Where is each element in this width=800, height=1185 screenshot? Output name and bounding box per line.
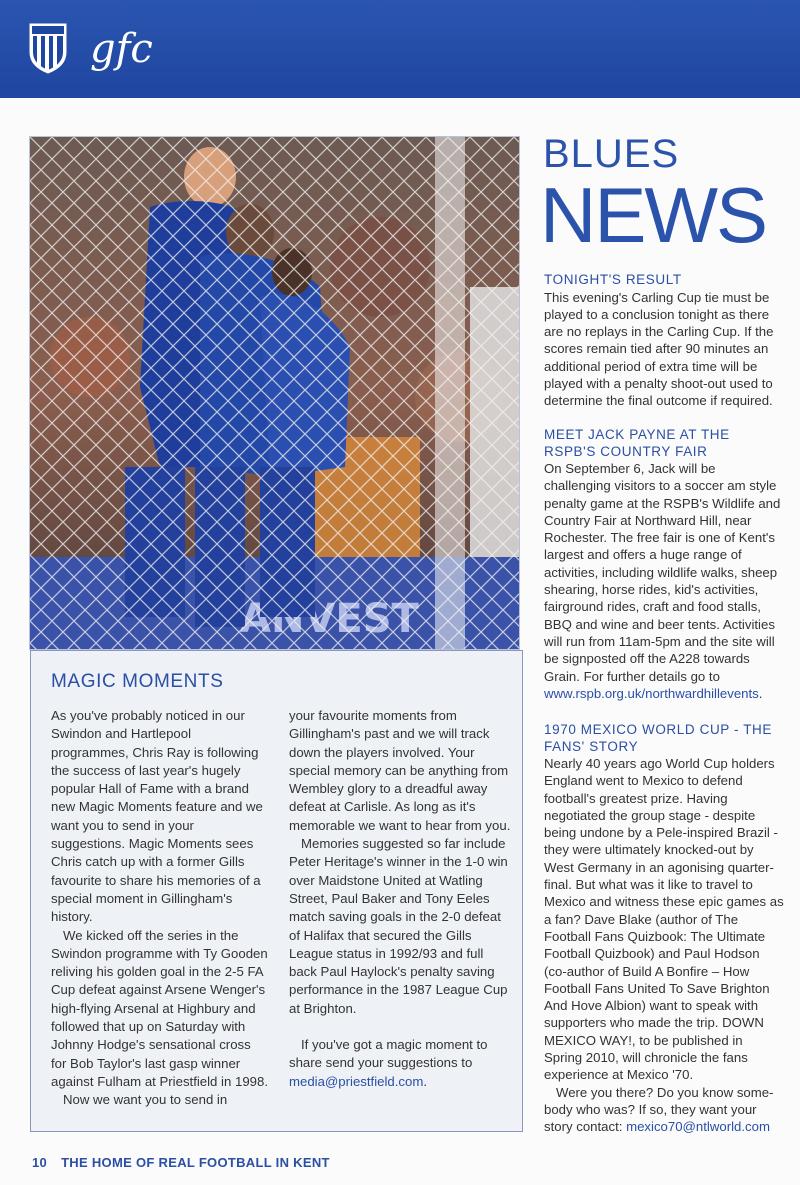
- punctuation: .: [423, 1073, 427, 1089]
- news-item-body: Nearly 40 years ago World Cup holders England went to Mexico to defend football's greatest prize. Having negotiated the group stage - despite being undone by a Pele-inspired Brazil - they were ultimately knocked-out by West Germany in an agonising quarter-final. But what was it like to travel to Mexico and witness these epic games as a fan? Dave Blake (author of The Football Fans Quizbook: The Ultimate Football Quizbook) and Paul Hodson (co-author of Build A Bonfire – How Football Fans United To Save Brighton And Hove Albion) want to speak with supporters who made the trip. DOWN MEXICO WAY!, to be published in Spring 2010, will chronicle the fans experience at Mexico '70.: [544, 756, 784, 1083]
- news-item-heading: MEET JACK PAYNE AT THE RSPB'S COUNTRY FAIR: [544, 427, 730, 459]
- news-item: [544, 272, 784, 410]
- news-item: [544, 722, 784, 1136]
- match-photo: [29, 136, 520, 650]
- footer-tagline: THE HOME OF REAL FOOTBALL IN KENT: [61, 1155, 330, 1170]
- email-link[interactable]: media@priestfield.com: [289, 1073, 424, 1089]
- magic-moments-column-1: [51, 707, 269, 1110]
- news-item: [544, 427, 784, 702]
- paragraph: As you've probably noticed in our Swindon and Hartlepool programmes, Chris Ray is following the success of last year's hugely popular Hall of Fame with a brand new Magic Moments feature and we want you to send in your suggestions. Magic Moments sees Chris catch up with a former Gills favourite to share his memories of a special moment in Gillingham's history.: [51, 708, 263, 925]
- svg-text:gfc: gfc: [90, 26, 153, 72]
- mexico70-email-link[interactable]: mexico70@ntlworld.com: [626, 1119, 770, 1135]
- news-item-body: [544, 1084, 784, 1136]
- page-number: 10: [32, 1155, 48, 1170]
- gfc-logo-icon: [88, 22, 170, 76]
- club-crest-icon: [28, 22, 68, 74]
- page-footer: [32, 1155, 330, 1170]
- blues-news-title-line1: BLUES: [543, 132, 680, 176]
- news-item-body: This evening's Carling Cup tie must be played to a conclusion tonight as there are no replays in the Carling Cup. If the scores remain tied after 90 minutes an additional period of extra time will be played with a penalty shoot-out used to determine the final outcome if required.: [544, 289, 774, 409]
- news-item-heading: TONIGHT'S RESULT: [544, 272, 682, 287]
- header-band: [0, 0, 800, 98]
- paragraph: We kicked off the series in the Swindon programme with Ty Gooden reliving his golden goal in the 2-5 FA Cup defeat against Arsene Wenger's high-flying Arsenal at Highbury and followed that up on Saturday with Johnny Hodge's sensational cross for Bob Taylor's last gasp winner against Fulham at Priestfield in 1998.: [51, 927, 268, 1089]
- blues-news-title-line2: NEWS: [540, 171, 766, 259]
- magic-moments-title: MAGIC MOMENTS: [51, 671, 224, 692]
- news-item-text: On September 6, Jack will be challenging visitors to a soccer am style penalty game at the RSPB's Wildlife and Country Fair at Northward Hill, near Rochester. The free fair is one of Kent's largest and offers a huge range of activities, including wildlife walks, sheep shearing, horse rides, kid's activities, fairground rides, craft and food stalls, BBQ and wine and beer tents. Activities will run from 11am-5pm and the site will be signposted off the A228 towards Grain. For further details go to: [544, 461, 781, 684]
- rspb-link[interactable]: www.rspb.org.uk/northwardhillevents: [544, 685, 759, 701]
- paragraph: Memories suggested so far include Peter Heritage's winner in the 1-0 win over Maidstone United at Watling Street, Paul Baker and Tony Eeles match saving goals in the 2-0 defeat of Halifax that secured the Gills League status in 1992/93 and full back Paul Haylock's penalty saving performance in the 1987 League Cup at Brighton.: [289, 836, 508, 1016]
- news-item-body: [544, 460, 784, 702]
- magic-moments-box: [30, 650, 523, 1132]
- paragraph: your favourite moments from Gillingham's past and we will track down the players involved. Your special memory can be anything from Wembley glory to a dreadful away defeat at Carlisle. As long as it's memorable we want to hear from you.: [289, 708, 511, 833]
- news-item-heading: 1970 MEXICO WORLD CUP - THE FANS' STORY: [544, 722, 773, 754]
- magic-moments-column-2: [289, 707, 511, 1091]
- punctuation: .: [758, 685, 763, 701]
- paragraph: [289, 1036, 511, 1091]
- paragraph-text: If you've got a magic moment to share send your suggestions to: [289, 1037, 488, 1071]
- paragraph: Now we want you to send in: [63, 1092, 228, 1108]
- news-item-text: Were you there? Do you know some-body who was? If so, they want your story contact:: [544, 1084, 774, 1135]
